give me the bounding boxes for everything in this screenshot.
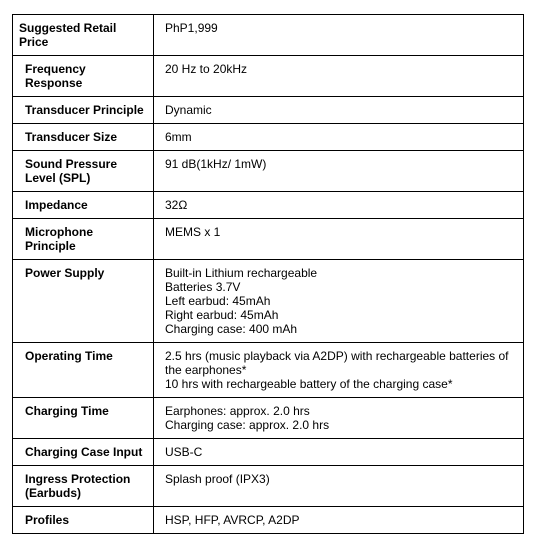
spec-value: Built-in Lithium rechargeable Batteries 3.7V Left earbud: 45mAh Right earbud: 45mAh Charging case: 400 mAh xyxy=(154,260,524,343)
table-row xyxy=(13,439,524,466)
table-row xyxy=(13,466,524,507)
spec-table xyxy=(12,14,524,534)
spec-label: Suggested Retail Price xyxy=(13,15,154,56)
table-row xyxy=(13,219,524,260)
spec-label: Frequency Response xyxy=(13,56,154,97)
table-row xyxy=(13,260,524,343)
spec-value: Splash proof (IPX3) xyxy=(154,466,524,507)
spec-label: Power Supply xyxy=(13,260,154,343)
table-row xyxy=(13,97,524,124)
spec-label: Charging Time xyxy=(13,398,154,439)
table-row xyxy=(13,398,524,439)
spec-value: 6mm xyxy=(154,124,524,151)
spec-label: Transducer Principle xyxy=(13,97,154,124)
table-row xyxy=(13,56,524,97)
spec-label: Charging Case Input xyxy=(13,439,154,466)
table-row xyxy=(13,343,524,398)
spec-label: Profiles xyxy=(13,507,154,534)
spec-value: 2.5 hrs (music playback via A2DP) with rechargeable batteries of the earphones* 10 hrs with rechargeable battery of the charging case* xyxy=(154,343,524,398)
spec-label: Operating Time xyxy=(13,343,154,398)
table-row xyxy=(13,507,524,534)
spec-value: 20 Hz to 20kHz xyxy=(154,56,524,97)
spec-value: Earphones: approx. 2.0 hrs Charging case: approx. 2.0 hrs xyxy=(154,398,524,439)
spec-label: Transducer Size xyxy=(13,124,154,151)
table-row xyxy=(13,151,524,192)
table-row xyxy=(13,15,524,56)
spec-value: Dynamic xyxy=(154,97,524,124)
spec-label: Ingress Protection (Earbuds) xyxy=(13,466,154,507)
spec-value: MEMS x 1 xyxy=(154,219,524,260)
spec-value: 32Ω xyxy=(154,192,524,219)
spec-value: 91 dB(1kHz/ 1mW) xyxy=(154,151,524,192)
spec-label: Sound Pressure Level (SPL) xyxy=(13,151,154,192)
spec-value: PhP1,999 xyxy=(154,15,524,56)
spec-label: Impedance xyxy=(13,192,154,219)
spec-value: HSP, HFP, AVRCP, A2DP xyxy=(154,507,524,534)
spec-value: USB-C xyxy=(154,439,524,466)
table-row xyxy=(13,192,524,219)
table-row xyxy=(13,124,524,151)
spec-label: Microphone Principle xyxy=(13,219,154,260)
